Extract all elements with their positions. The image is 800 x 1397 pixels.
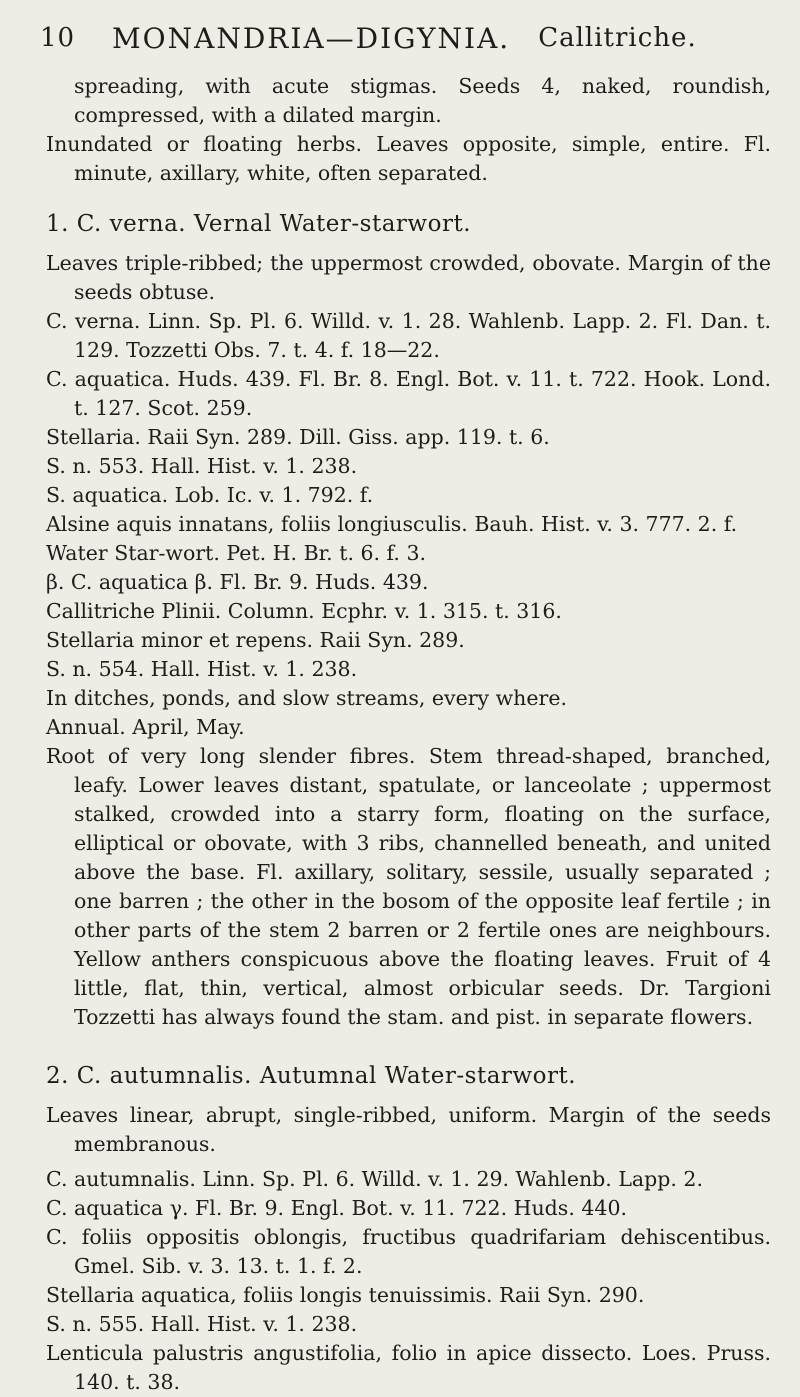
species-2-character: Leaves linear, abrupt, single-ribbed, uniform. Margin of the seeds membranous. (46, 1103, 771, 1156)
synonym-line: C. autumnalis. Linn. Sp. Pl. 6. Willd. v. 1. 29. Wahlenb. Lapp. 2. (46, 1167, 703, 1191)
running-header (40, 14, 720, 62)
synonym-line: C. aquatica. Huds. 439. Fl. Br. 8. Engl. Bot. v. 11. t. 722. Hook. Lond. t. 127. Scot. 259. (46, 367, 771, 420)
species-1-character: Leaves triple-ribbed; the uppermost crowded, obovate. Margin of the seeds obtuse. (46, 251, 771, 304)
species-2-synonyms (46, 1165, 771, 1397)
page-body (46, 72, 771, 1397)
species-1-duration: Annual. April, May. (46, 715, 245, 739)
synonym-line: C. aquatica γ. Fl. Br. 9. Engl. Bot. v. 11. 722. Huds. 440. (46, 1196, 628, 1220)
species-1-heading: 1. C. verna. Vernal Water-starwort. (46, 211, 472, 237)
synonym-line: Lenticula palustris angustifolia, folio in apice dissecto. Loes. Pruss. 140. t. 38. (46, 1341, 771, 1394)
synonym-line: S. n. 553. Hall. Hist. v. 1. 238. (46, 454, 358, 478)
synonym-line: Stellaria aquatica, foliis longis tenuissimis. Raii Syn. 290. (46, 1283, 645, 1307)
synonym-line: S. n. 555. Hall. Hist. v. 1. 238. (46, 1312, 358, 1336)
page-number: 10 (40, 23, 76, 53)
species-1-habitat: In ditches, ponds, and slow streams, every where. (46, 686, 567, 710)
synonym-line: Stellaria minor et repens. Raii Syn. 289. (46, 628, 465, 652)
species-1-synonyms (46, 307, 771, 684)
synonym-line: Water Star-wort. Pet. H. Br. t. 6. f. 3. (46, 541, 427, 565)
species-1-description: Root of very long slender fibres. Stem thread-shaped, branched, leafy. Lower leaves distant, spatulate, or lanceolate ; uppermost stalked, crowded into a starry form, floating on the surface, elliptical or obovate, with 3 ribs, channelled beneath, and united above the base. Fl. axillary, solitary, sessile, usually separated ; one barren ; the other in the bosom of the opposite leaf fertile ; in other parts of the stem 2 barren or 2 fertile ones are neighbours. Yellow anthers conspicuous above the floating leaves. Fruit of 4 little, flat, thin, vertical, almost orbicular seeds. Dr. Targioni Tozzetti has always found the stam. and pist. in separate flowers. (46, 744, 771, 1029)
synonym-line: Alsine aquis innatans, foliis longiusculis. Bauh. Hist. v. 3. 777. 2. f. (46, 512, 738, 536)
intro-paragraph-1: spreading, with acute stigmas. Seeds 4, naked, roundish, compressed, with a dilated margin. (74, 74, 771, 127)
synonym-line: Callitriche Plinii. Column. Ecphr. v. 1. 315. t. 316. (46, 599, 562, 623)
genus-name: Callitriche. (538, 23, 697, 53)
species-2-heading: 2. C. autumnalis. Autumnal Water-starwort. (46, 1063, 576, 1089)
synonym-line: Stellaria. Raii Syn. 289. Dill. Giss. app. 119. t. 6. (46, 425, 550, 449)
synonym-line: β. C. aquatica β. Fl. Br. 9. Huds. 439. (46, 570, 429, 594)
synonym-line: C. verna. Linn. Sp. Pl. 6. Willd. v. 1. 28. Wahlenb. Lapp. 2. Fl. Dan. t. 129. Tozzetti Obs. 7. t. 4. f. 18—22. (46, 309, 771, 362)
synonym-line: S. n. 554. Hall. Hist. v. 1. 238. (46, 657, 358, 681)
synonym-line: C. foliis oppositis oblongis, fructibus quadrifariam dehiscentibus. Gmel. Sib. v. 3. 13. t. 1. f. 2. (46, 1225, 771, 1278)
synonym-line: S. aquatica. Lob. Ic. v. 1. 792. f. (46, 483, 374, 507)
running-title: MONANDRIA—DIGYNIA. (112, 21, 511, 55)
intro-paragraph-2: Inundated or floating herbs. Leaves opposite, simple, entire. Fl. minute, axillary, white, often separated. (46, 132, 771, 185)
